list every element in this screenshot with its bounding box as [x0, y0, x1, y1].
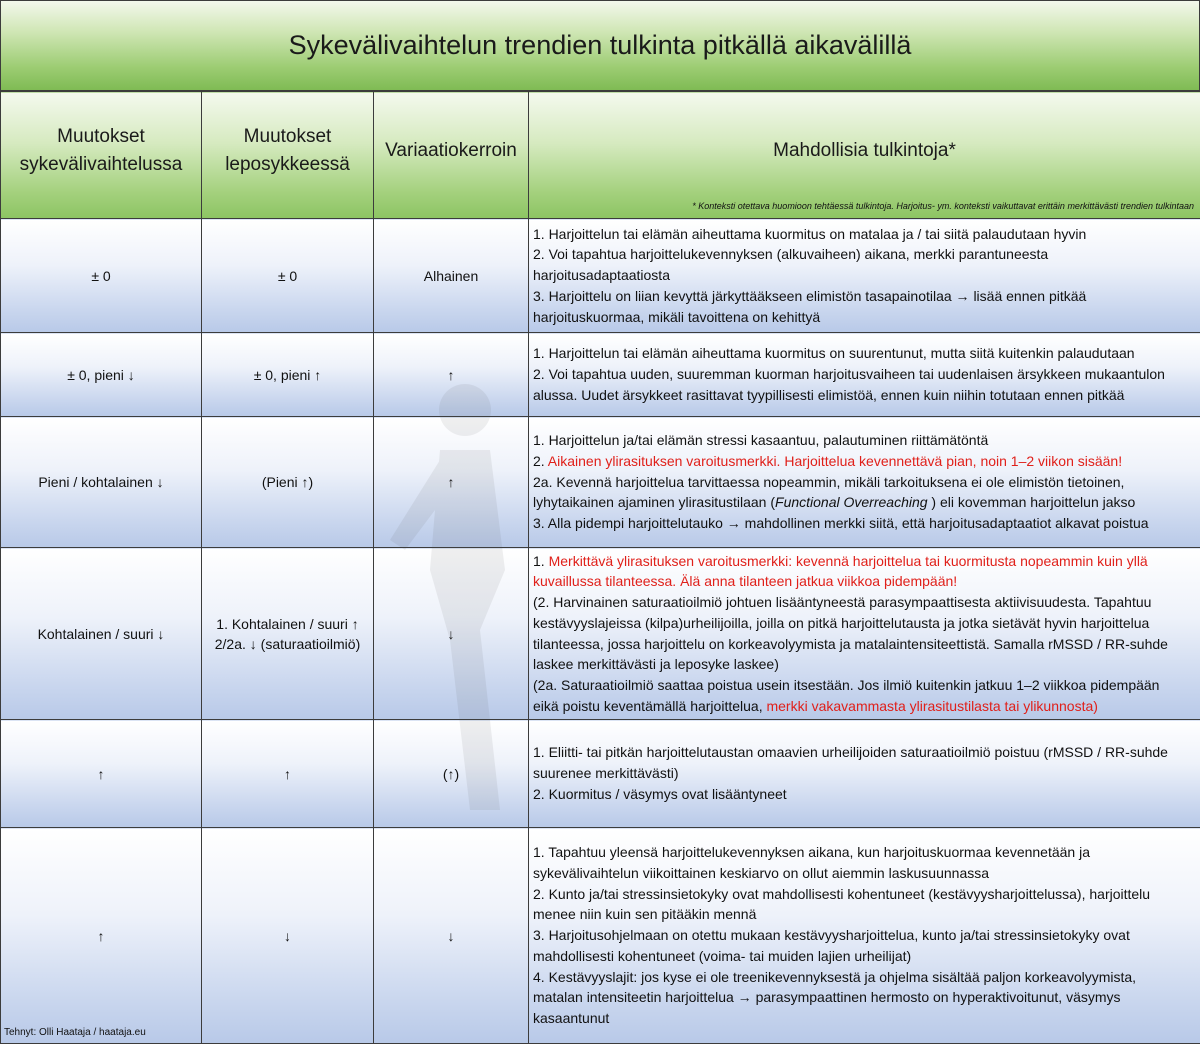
- resting-hr-change-cell: ± 0: [202, 219, 374, 333]
- interpretation-text: 3. Harjoittelu on liian kevyttä järkyttääkseen elimistön tasapainotilaa → lisää ennen pitkää: [533, 288, 1086, 304]
- interpretation-text: 2. Kuormitus / väsymys ovat lisääntyneet: [533, 786, 787, 802]
- resting-hr-change-cell: (Pieni ↑): [202, 417, 374, 548]
- header-coefficient-of-variation: Variaatiokerroin: [374, 92, 529, 219]
- interpretation-line: [533, 925, 1196, 946]
- author-credit: Tehnyt: Olli Haataja / haataja.eu: [4, 1027, 146, 1038]
- interpretation-text: alussa. Uudet ärsykkeet rasittavat tyypillisesti elimistöä, ennen kuin niihin totutaan ennen pitkää: [533, 387, 1124, 403]
- interpretation-text: kestävyyslajeissa (kilpa)urheilijoilla, joilla on pitkä harjoittelutausta ja jotka sietävät hyvin harjoittelua: [533, 615, 1149, 631]
- interpretation-text: 1. Harjoittelun tai elämän aiheuttama kuormitus on suurentunut, mutta siitä kuitenkin palaudutaan: [533, 345, 1135, 361]
- interpretation-text: 2. Voi tapahtua harjoittelukevennyksen (alkuvaiheen) aikana, merkki parantuneesta: [533, 246, 1048, 262]
- interpretation-line: [533, 784, 1196, 805]
- resting-hr-change-cell: ↓: [202, 828, 374, 1044]
- interpretation-line: [533, 513, 1196, 534]
- table-row: [1, 417, 1200, 548]
- interpretation-text: 1. Eliitti- tai pitkän harjoittelutaustan omaavien urheilijoiden saturaatioilmiö poistuu (rMSSD / RR-suhde: [533, 744, 1168, 760]
- interpretation-text: 1. Tapahtuu yleensä harjoittelukevennyksen aikana, kun harjoituskuormaa kevennetään ja: [533, 844, 1090, 860]
- interpretation-text: 1.: [533, 553, 549, 569]
- interpretation-cell: [529, 720, 1200, 828]
- table-header-row: [1, 92, 1200, 219]
- table-row: [1, 219, 1200, 333]
- resting-hr-change-cell: ± 0, pieni ↑: [202, 333, 374, 417]
- table-row: [1, 720, 1200, 828]
- interpretation-line: [533, 307, 1196, 328]
- interpretation-text: kasaantunut: [533, 1010, 609, 1026]
- interpretation-line: [533, 430, 1196, 451]
- resting-hr-line: 2/2a. ↓ (saturaatioilmiö): [202, 634, 373, 654]
- hrv-change-cell: Kohtalainen / suuri ↓: [1, 548, 202, 720]
- interpretation-cell: [529, 219, 1200, 333]
- interpretation-line: [533, 224, 1196, 245]
- interpretation-text: harjoituskuormaa, mikäli tavoittena on kehittyä: [533, 309, 820, 325]
- interpretation-line: [533, 696, 1196, 717]
- interpretation-text: harjoitusadaptaatiosta: [533, 267, 670, 283]
- interpretation-text: merkki vakavammasta ylirasitustilasta tai ylikunnosta): [766, 698, 1097, 714]
- interpretation-text: (2a. Saturaatioilmiö saattaa poistua usein itsestään. Jos ilmiö kuitenkin jatkuu 1–2 viikkoa pidempään: [533, 677, 1159, 693]
- header-rhr-line-1: Muutokset: [244, 126, 332, 147]
- interpretation-line: [533, 742, 1196, 763]
- variation-coefficient-cell: ↓: [374, 828, 529, 1044]
- interpretation-text: 2.: [533, 453, 548, 469]
- header-hrv-changes: [1, 92, 202, 219]
- interpretation-line: [533, 364, 1196, 385]
- interpretation-text: 2a. Kevennä harjoittelua tarvittaessa nopeammin, mikäli tarkoituksena ei ole elimistön tietoinen,: [533, 474, 1124, 490]
- interpretation-cell: [529, 333, 1200, 417]
- interpretation-line: [533, 244, 1196, 265]
- variation-coefficient-cell: Alhainen: [374, 219, 529, 333]
- interpretation-text: Merkittävä ylirasituksen varoitusmerkki: kevennä harjoittelua tai kuormitusta nopeammin kuin yllä: [549, 553, 1148, 569]
- table-body: [1, 219, 1200, 1044]
- interpretation-line: [533, 863, 1196, 884]
- interpretation-text: 2. Voi tapahtua uuden, suuremman kuorman harjoitusvaiheen tai uudenlaisen ärsykkeen mukaantulon: [533, 366, 1165, 382]
- interpretation-line: [533, 842, 1196, 863]
- interpretation-text: 3. Alla pidempi harjoittelutauko → mahdollinen merkki siitä, että harjoitusadaptaatiot alkavat poistua: [533, 515, 1149, 531]
- resting-hr-line: 1. Kohtalainen / suuri ↑: [202, 614, 373, 634]
- interpretation-text: 2. Kunto ja/tai stressinsietokyky ovat mahdollisesti kohentuneet (kestävyysharjoittelussa), harjoittelu: [533, 886, 1150, 902]
- interpretation-text: mahdollisesti kohentuneet (voima- tai muiden lajien urheilijat): [533, 948, 911, 964]
- interpretation-text: suurenee merkittävästi): [533, 765, 679, 781]
- interpretation-line: [533, 634, 1196, 655]
- hrv-change-cell: ± 0: [1, 219, 202, 333]
- interpretation-text: eikä poistu keventämällä harjoittelua,: [533, 698, 766, 714]
- interpretation-line: [533, 946, 1196, 967]
- interpretation-line: [533, 884, 1196, 905]
- interpretation-line: [533, 385, 1196, 406]
- table-row: [1, 828, 1200, 1044]
- interpretation-line: [533, 763, 1196, 784]
- interpretation-text: lyhytaikainen ajaminen ylirasitustilaan (: [533, 494, 775, 510]
- variation-coefficient-cell: ↓: [374, 548, 529, 720]
- interpretation-cell: [529, 828, 1200, 1044]
- interpretation-cell: [529, 417, 1200, 548]
- hrv-change-cell: ↑: [1, 720, 202, 828]
- interpretation-line: [533, 675, 1196, 696]
- hrv-change-cell: ↑: [1, 828, 202, 1044]
- interpretation-line: [533, 472, 1196, 493]
- interpretation-text: 3. Harjoitusohjelmaan on otettu mukaan kestävyysharjoittelua, kunto ja/tai stressinsietokyky ovat: [533, 927, 1130, 943]
- interpretation-line: [533, 967, 1196, 988]
- variation-coefficient-cell: ↑: [374, 417, 529, 548]
- interpretation-line: [533, 492, 1196, 513]
- interpretation-text: kuvaillussa tilanteessa. Älä anna tilanteen jatkua viikkoa pidempään!: [533, 573, 957, 589]
- header-context-note: * Konteksti otettava huomioon tehtäessä tulkintoja. Harjoitus- ym. konteksti vaikuttavat erittäin merkittävästi trendien tulkintaan: [692, 201, 1194, 212]
- interpretation-text: 1. Harjoittelun ja/tai elämän stressi kasaantuu, palautuminen riittämätöntä: [533, 432, 988, 448]
- interpretation-line: [533, 286, 1196, 307]
- interpretation-line: [533, 987, 1196, 1008]
- interpretation-line: [533, 613, 1196, 634]
- hrv-change-cell: ± 0, pieni ↓: [1, 333, 202, 417]
- interpretation-text: tilanteessa, jossa harjoittelu on korkeavolyymista ja matalaintensiteettistä. Samalla rMSSD / RR-suhde: [533, 636, 1168, 652]
- interpretation-table: [0, 91, 1200, 1044]
- table-row: [1, 548, 1200, 720]
- header-rhr-changes: [202, 92, 374, 219]
- resting-hr-change-cell: ↑: [202, 720, 374, 828]
- interpretation-text: menee niin kuin sen pitääkin mennä: [533, 906, 756, 922]
- header-rhr-line-2: leposykkeessä: [225, 154, 350, 175]
- interpretation-line: [533, 654, 1196, 675]
- interpretation-text: 4. Kestävyyslajit: jos kyse ei ole treenikevennyksestä ja ohjelma sisältää paljon korkeavolyymista,: [533, 969, 1136, 985]
- interpretation-line: [533, 265, 1196, 286]
- resting-hr-change-cell: [202, 548, 374, 720]
- interpretation-text: matalan intensiteetin harjoittelua → parasympaattinen hermosto on hyperaktivoitunut, väsymys: [533, 989, 1121, 1005]
- header-hrv-line-2: sykevälivaihtelussa: [20, 154, 183, 175]
- hrv-change-cell: Pieni / kohtalainen ↓: [1, 417, 202, 548]
- interpretation-text: ) eli kovemman harjoittelun jakso: [928, 494, 1136, 510]
- header-hrv-line-1: Muutokset: [57, 126, 145, 147]
- interpretation-text: Functional Overreaching: [775, 494, 928, 510]
- interpretation-line: [533, 592, 1196, 613]
- interpretation-text: Aikainen ylirasituksen varoitusmerkki. Harjoittelua kevennettävä pian, noin 1–2 viikon sisään!: [548, 453, 1122, 469]
- variation-coefficient-cell: (↑): [374, 720, 529, 828]
- interpretation-text: sykevälivaihtelun viikoittainen keskiarvo on ollut aiemmin laskusuunnassa: [533, 865, 989, 881]
- interpretation-cell: [529, 548, 1200, 720]
- interpretation-line: [533, 343, 1196, 364]
- variation-coefficient-cell: ↑: [374, 333, 529, 417]
- interpretation-line: [533, 1008, 1196, 1029]
- interpretation-text: 1. Harjoittelun tai elämän aiheuttama kuormitus on matalaa ja / tai siitä palaudutaan hyvin: [533, 226, 1086, 242]
- interpretation-line: [533, 571, 1196, 592]
- interpretation-text: (2. Harvinainen saturaatioilmiö johtuen lisääntyneestä parasympaattisesta aktiivisuudesta. Tapahtuu: [533, 594, 1151, 610]
- page-title: Sykevälivaihtelun trendien tulkinta pitkällä aikavälillä: [0, 0, 1200, 91]
- interpretation-line: [533, 904, 1196, 925]
- interpretation-line: [533, 451, 1196, 472]
- table-row: [1, 333, 1200, 417]
- interpretation-line: [533, 551, 1196, 572]
- interpretation-text: laskee merkittävästi ja leposyke laskee): [533, 656, 779, 672]
- header-interpretations: Mahdollisia tulkintoja* * Konteksti otettava huomioon tehtäessä tulkintoja. Harjoitus- ym. konteksti vaikuttavat erittäin merkittävästi trendien tulkintaan: [529, 92, 1200, 219]
